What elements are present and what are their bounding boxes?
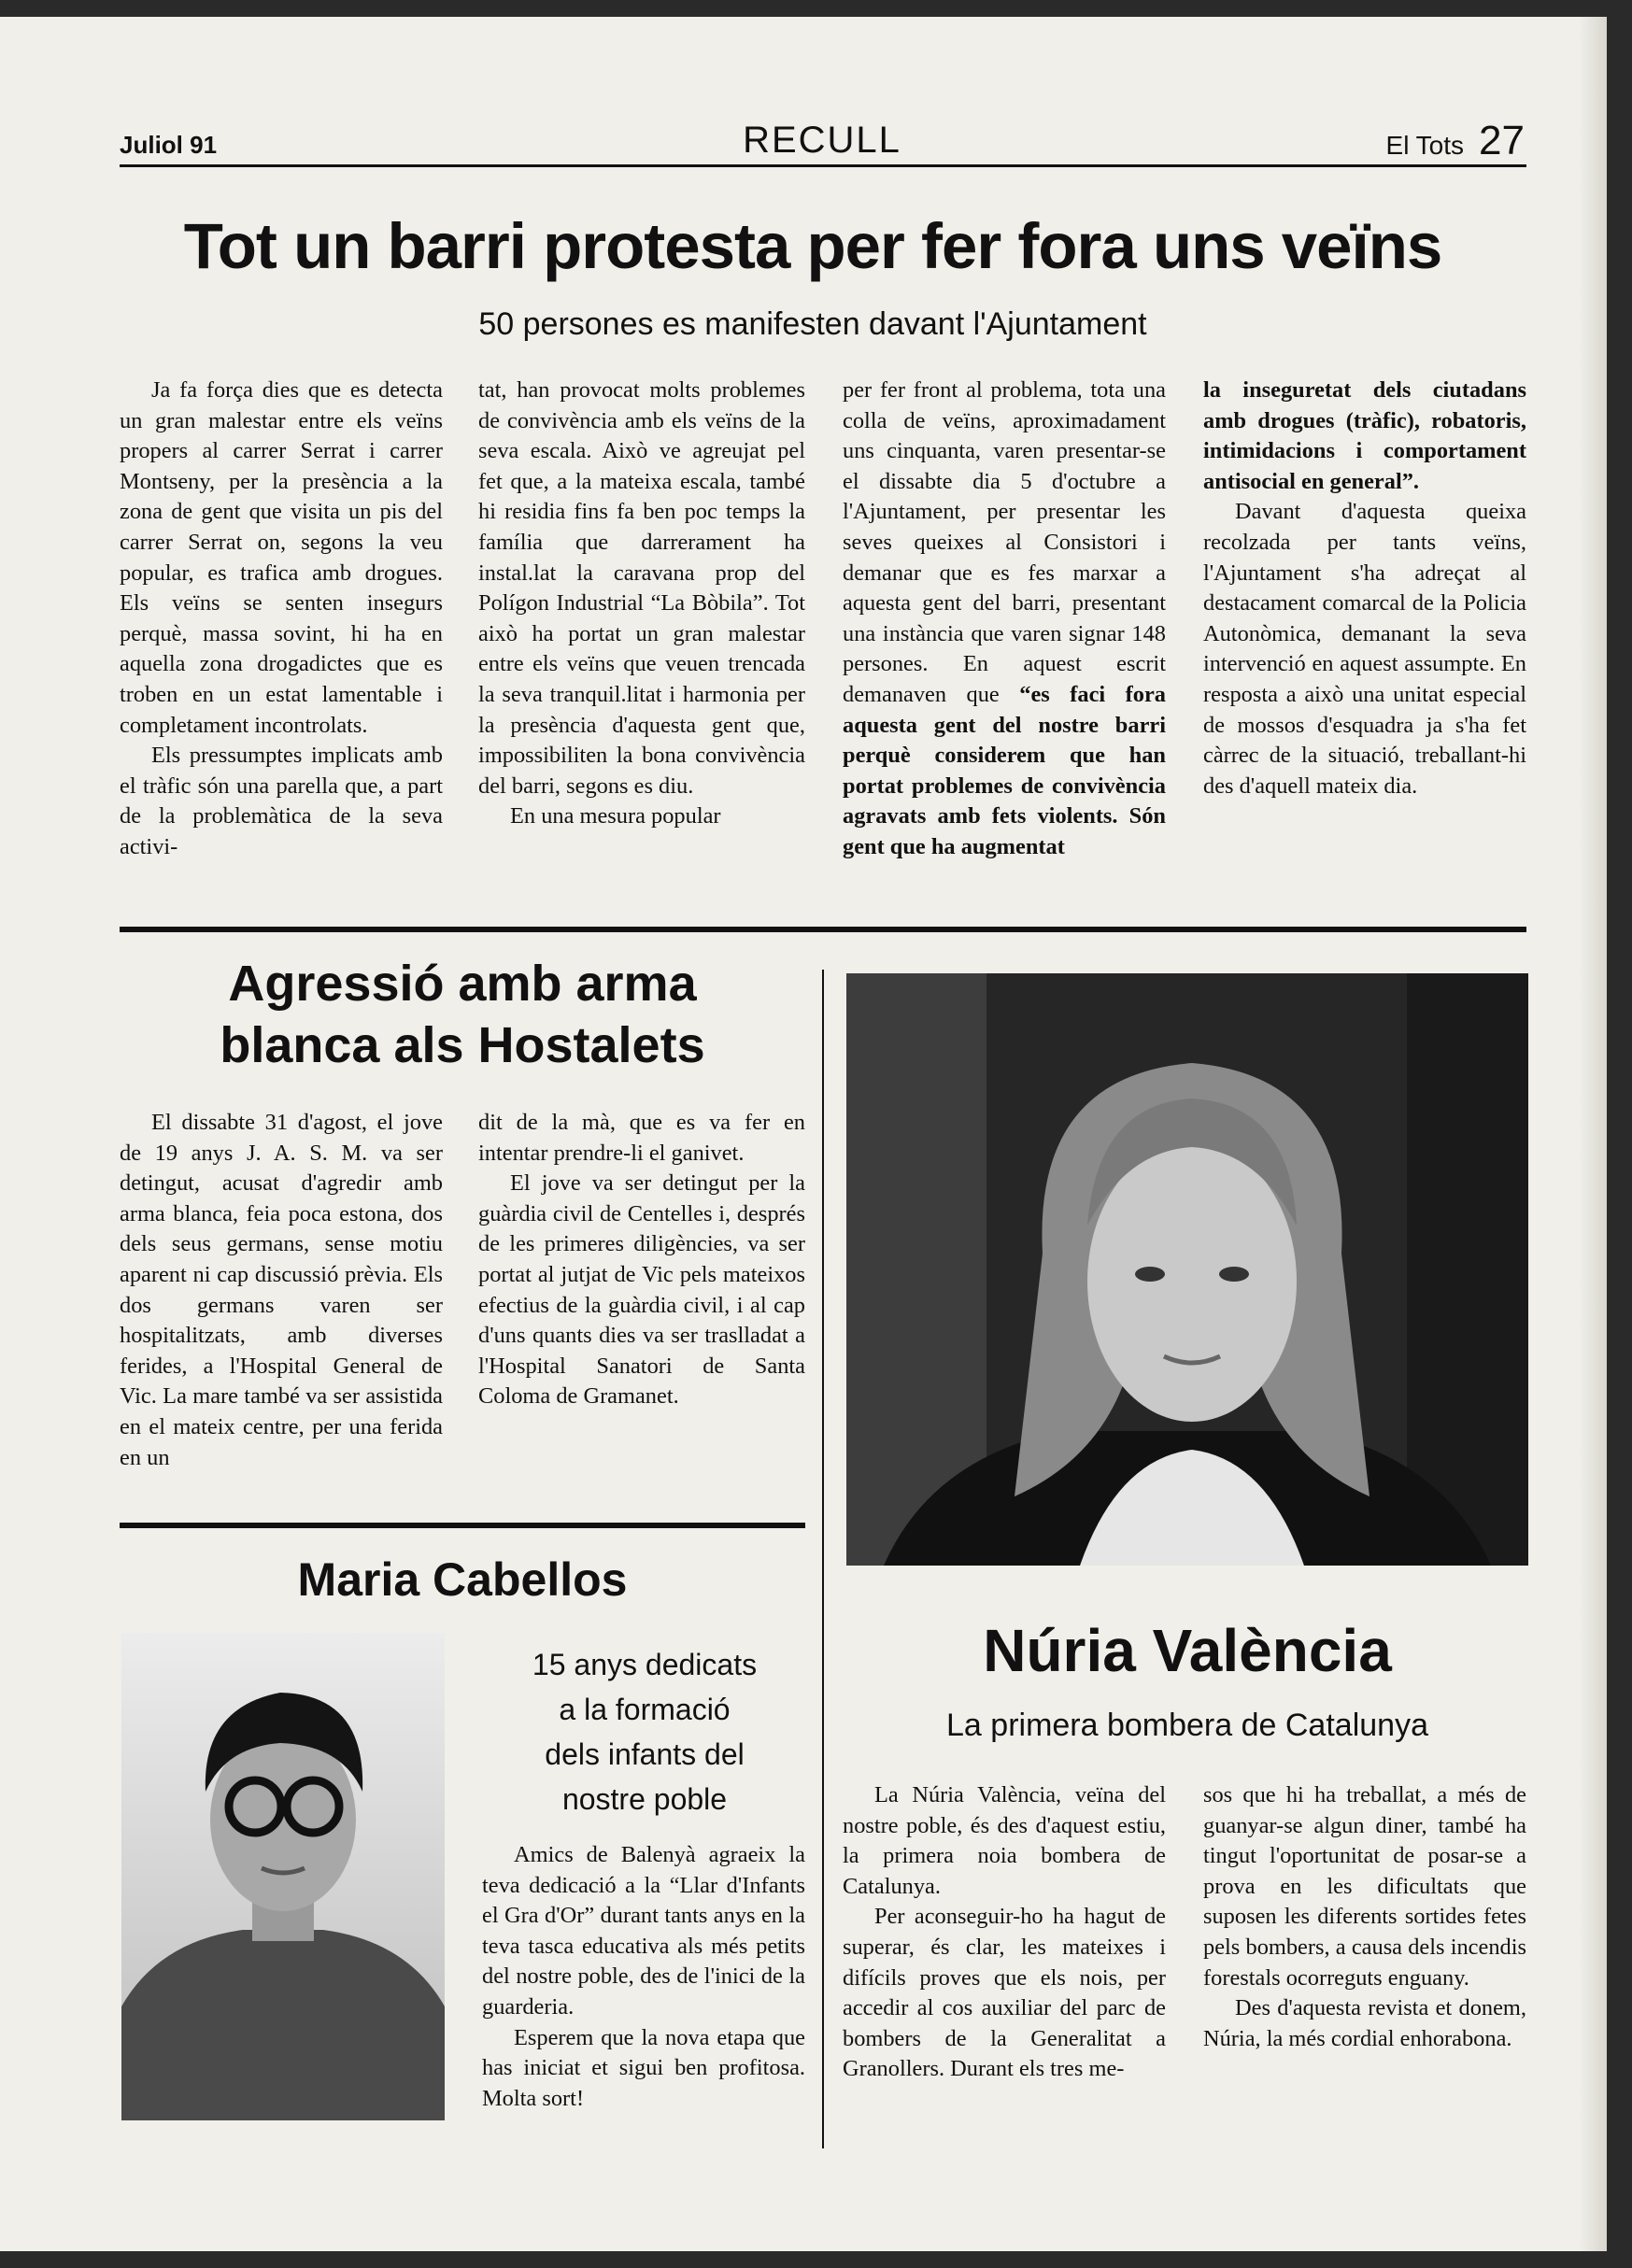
article2-title-line2: blanca als Hostalets xyxy=(220,1017,705,1073)
article3-title: Maria Cabellos xyxy=(297,1553,628,1606)
column-divider xyxy=(822,970,824,2148)
deck-line: a la formació xyxy=(559,1693,731,1726)
article2-col2 xyxy=(478,1108,805,1412)
issue-date: Juliol 91 xyxy=(120,131,218,159)
article1-title: Tot un barri protesta per fer fora uns veïns xyxy=(183,210,1442,282)
article2-title-line1: Agressió amb arma xyxy=(228,956,697,1012)
article4-col1 xyxy=(843,1780,1166,2085)
article1-col4 xyxy=(1203,376,1526,801)
deck-line: 15 anys dedicats xyxy=(532,1648,758,1681)
paragraph xyxy=(843,376,1166,863)
paragraph: En una mesura popular xyxy=(510,803,721,829)
article2-title xyxy=(120,953,805,1076)
nuria-valencia-photo xyxy=(846,973,1528,1566)
paragraph: Per aconseguir-ho ha hagut de superar, és clar, les mateixes i difícils proves que els nois, per accedir al cos auxiliar del parc de bombers de la Generalitat a Granollers. Durant els tres me- xyxy=(843,1904,1166,2082)
portrait-illustration xyxy=(121,1633,445,2120)
paragraph: La Núria València, veïna del nostre poble, és des d'aquest estiu, la primera noia bombera de Catalunya. xyxy=(843,1782,1166,1899)
paragraph: Des d'aquesta revista et donem, Núria, la més cordial enhorabona. xyxy=(1203,1995,1526,2051)
article2-col1 xyxy=(120,1108,443,1473)
quote-text: la inseguretat dels ciutadans amb drogues (tràfic), robatoris, intimidacions i comportament antisocial en general”. xyxy=(1203,377,1526,494)
portrait-illustration xyxy=(846,973,1528,1566)
article1-subtitle: 50 persones es manifesten davant l'Ajuntament xyxy=(478,306,1147,342)
article4-subtitle: La primera bombera de Catalunya xyxy=(946,1708,1428,1743)
paragraph: Els pressumptes implicats amb el tràfic són una parella que, a part de la problemàtica de la seva activi- xyxy=(120,743,443,859)
paragraph: El dissabte 31 d'agost, el jove de 19 anys J. A. S. M. va ser detingut, acusat d'agredir amb arma blanca, feia poca estona, dos dels seus germans, sense motiu aparent ni cap discussió prèvia. Els dos germans varen ser hospitalitzats, amb diverses ferides, a l'Hospital General de Vic. La mare també va ser assistida en el mateix centre, per una ferida en un xyxy=(120,1110,443,1470)
paragraph: Ja fa força dies que es detecta un gran malestar entre els veïns propers al carrer Serrat i carrer Montseny, per la presència a la zona de gent que visita un pis del carrer Serrat on, segons la veu popular, es trafica amb drogues. Els veïns se senten insegurs perquè, massa sovint, hi ha en aquella zona drogadictes que es troben en un estat lamentable i completament incontrolats. xyxy=(120,377,443,738)
paragraph xyxy=(1203,376,1526,497)
newspaper-page xyxy=(0,17,1607,2251)
article4-col2 xyxy=(1203,1780,1526,2054)
article3-deck xyxy=(486,1642,803,1821)
article4-title: Núria València xyxy=(983,1617,1392,1684)
article1-rule xyxy=(120,927,1526,932)
page-number: 27 xyxy=(1479,118,1525,163)
paragraph: Esperem que la nova etapa que has iniciat et sigui ben profitosa. Molta sort! xyxy=(482,2024,805,2111)
paragraph: sos que hi ha treballat, a més de guanyar-se algun diner, també ha tingut l'oportunitat de posar-se a prova en les dificultats que suposen les diferents sortides fetes pels bombers, a causa dels incendis forestals ocorreguts enguany. xyxy=(1203,1782,1526,1991)
paragraph: dit de la mà, que es va fer en intentar prendre-li el ganivet. xyxy=(478,1110,805,1166)
paragraph: Amics de Balenyà agraeix la teva dedicació a la “Llar d'Infants el Gra d'Or” durant tants anys en la teva tasca educativa als més petits del nostre poble, des de l'inici de la guarderia. xyxy=(482,1842,805,2020)
article1-col1 xyxy=(120,376,443,863)
paragraph: Davant d'aquesta queixa recolzada per tants veïns, l'Ajuntament s'ha adreçat al destacament comarcal de la Policia Autonòmica, demanant la seva intervenció en aquest assumpte. En resposta a això una unitat especial de mossos d'esquadra ja s'ha fet càrrec de la situació, treballant-hi des d'aquell mateix dia. xyxy=(1203,499,1526,799)
section-title: RECULL xyxy=(743,120,901,161)
header-rule xyxy=(120,164,1526,167)
publication-header xyxy=(1252,118,1525,164)
paragraph: El jove va ser detingut per la guàrdia civil de Centelles i, després de les primeres diligències, va ser portat al jutjat de Vic pels mateixos efectius de la guàrdia civil, i al cap d'uns quants dies va ser traslladat a l'Hospital Sanatori de Santa Coloma de Gramanet. xyxy=(478,1170,805,1410)
paragraph: tat, han provocat molts problemes de convivència amb els veïns de la seva escala. Això ve agreujat pel fet que, a la mateixa escala, també hi residia fins fa ben poc temps la família que darrerament ha instal.lat la caravana prop del Polígon Industrial “La Bòbila”. Tot això ha portat un gran malestar entre els veïns que veuen trencada la seva tranquil.litat i harmonia per la presència d'aquesta gent que, impossibiliten la bona convivència del barri, segons es diu. xyxy=(478,377,805,799)
article1-col3 xyxy=(843,376,1166,863)
article2-rule xyxy=(120,1523,805,1528)
body-text: per fer front al problema, tota una colla de veïns, aproximadament uns cinquanta, varen presentar-se el dissabte dia 5 d'octubre a l'Ajuntament, per presentar les seves queixes al Consistori i demanar que es fes marxar a aquesta gent del barri, presentant una instància que varen signar 148 persones. En aquest escrit demanaven que xyxy=(843,377,1166,707)
deck-line: nostre poble xyxy=(561,1782,728,1816)
deck-line: dels infants del xyxy=(545,1737,745,1771)
article3-body xyxy=(482,1840,805,2114)
article1-col2 xyxy=(478,376,805,832)
quote-text: “es faci fora aquesta gent del nostre barri perquè considerem que han portat problemes de convivència agravats amb fets violents. Són gent que ha augmentat xyxy=(843,681,1166,859)
publication-name: El Tots xyxy=(1385,131,1465,160)
maria-cabellos-photo xyxy=(121,1633,445,2120)
